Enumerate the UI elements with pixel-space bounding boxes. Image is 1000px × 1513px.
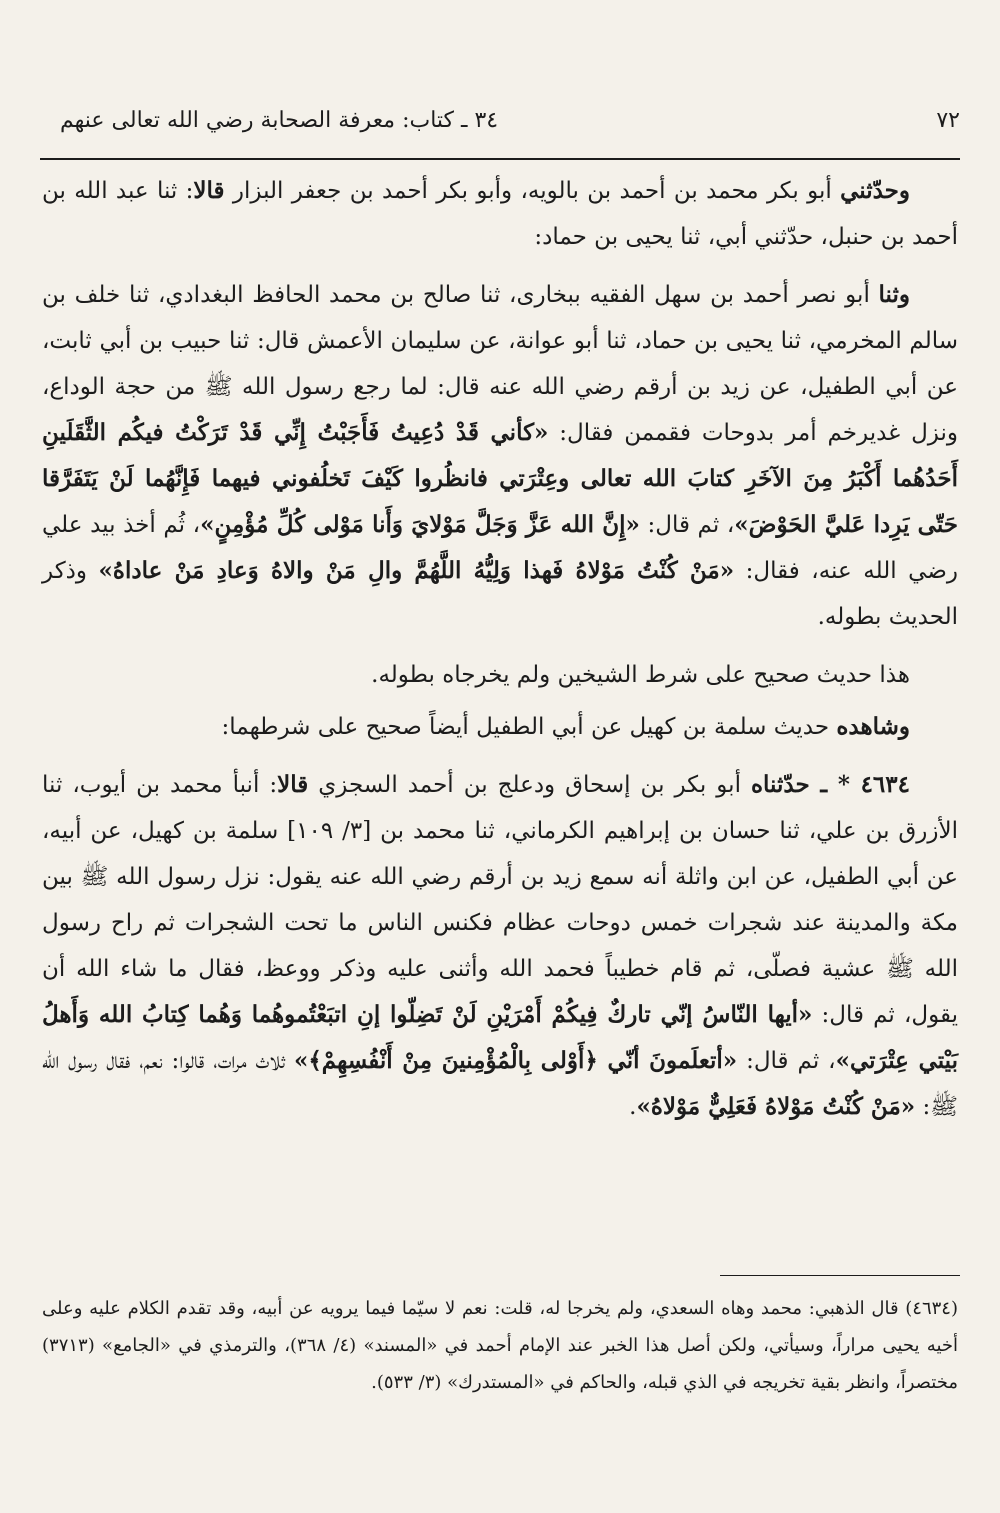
running-title: ٣٤ ـ كتاب: معرفة الصحابة رضي الله تعالى عنهم [60, 108, 499, 133]
footnote-text: (٤٦٣٤) قال الذهبي: محمد وهاه السعدي، ولم يخرجا له، قلت: نعم لا سيّما فيما يرويه عن أبيه، وقد تقدم الكلام عليه وعلى أخيه يحيى مراراً، وسيأتي، ولكن أصل هذا الخبر عند الإمام أحمد في «المسند» (٤/ ٣٦٨)، والترمذي في «الجامع» (٣٧١٣) مختصراً، وانظر بقية تخريجه في الذي قبله، والحاكم في «المستدرك» (٣/ ٥٣٣). [42, 1298, 959, 1393]
paragraph-2-text-4: وذكر الحديث بطوله. [42, 558, 958, 630]
paragraph-2-text-2: ، ثم قال: [639, 512, 735, 538]
paragraph-2-quote-1: «كأني قَدْ دُعِيتُ فَأَجَبْتُ إِنِّي قَدْ تَرَكْتُ فيكُم الثَّقَلَينِ أَحَدُهُما أَكْبَرُ مِنَ الآخَرِ كتابَ الله تعالى وعِتْرَتي فانظُروا كَيْفَ تَخلُفوني فيهما فَإِنَّهُما لَنْ يَتَفَرَّقا حَتّى يَرِدا عَليَّ الحَوْضَ» [42, 419, 958, 538]
paragraph-1-text-1: أبو بكر محمد بن أحمد بن بالويه، وأبو بكر أحمد بن جعفر البزار [224, 178, 841, 204]
paragraph-5-text-3: ، ثم قال: [737, 1048, 836, 1074]
page-header [60, 108, 960, 148]
footnote-divider [720, 1275, 960, 1276]
paragraph-1 [42, 168, 958, 260]
paragraph-5-text-2: : أنبأ محمد بن أيوب، ثنا الأزرق بن علي، ثنا حسان بن إبراهيم الكرماني، ثنا محمد بن [٣/ ١٠٩] سلمة بن كهيل، عن أبيه، عن أبي الطفيل، عن ابن واثلة أنه سمع زيد بن أرقم رضي الله عنه يقول: نزل رسول الله ﷺ بين مكة والمدينة عند شجرات خمس دوحات عظام فكنس الناس ما تحت الشجرات ثم راح رسول الله ﷺ عشية فصلّى، ثم قام خطيباً فحمد الله وأثنى عليه وذكر ووعظ، فقال ما شاء الله أن يقول، ثم قال: [42, 772, 959, 1028]
paragraph-2-quote-2: «إِنَّ الله عَزَّ وَجَلَّ مَوْلايَ وَأَنا مَوْلى كُلِّ مُؤْمِنٍ» [200, 511, 640, 538]
paragraph-2 [42, 272, 958, 640]
paragraph-1-text-2: : ثنا عبد الله بن أحمد بن حنبل، حدّثني أبي، ثنا يحيى بن حماد: [42, 178, 958, 250]
paragraph-5-text-1: أبو بكر بن إسحاق ودعلج بن أحمد السجزي [308, 772, 751, 798]
paragraph-5-bold-1: قالا [277, 771, 309, 798]
paragraph-3 [42, 652, 958, 698]
paragraph-5-text-4: ثلاث مرات، قالوا: نعم، فقال رسول الله ﷺ: [42, 1048, 958, 1120]
paragraph-4-text-1: حديث سلمة بن كهيل عن أبي الطفيل أيضاً صحيح على شرطهما: [221, 714, 837, 740]
paragraph-5-quote-2: «أتعلَمونَ أنّي ﴿أَوْلى بِالْمُؤْمِنينَ مِنْ أَنْفُسِهِمْ﴾» [293, 1047, 738, 1074]
paragraph-1-lead: وحدّثني [840, 177, 910, 204]
paragraph-2-quote-3: «مَنْ كُنْتُ مَوْلاهُ فَهذا وَلِيُّهُ اللَّهُمَّ والِ مَنْ والاهُ وَعادِ مَنْ عاداهُ» [98, 557, 735, 584]
footnote [42, 1290, 958, 1401]
hadith-number: ٤٦٣٤ * ـ حدّثناه [750, 771, 910, 798]
paragraph-2-text-1: أبو نصر أحمد بن سهل الفقيه ببخارى، ثنا صالح بن محمد الحافظ البغدادي، ثنا خلف بن سالم المخرمي، ثنا يحيى بن حماد، ثنا أبو عوانة، عن سليمان الأعمش قال: ثنا حبيب بن أبي ثابت، عن أبي الطفيل، عن زيد بن أرقم رضي الله عنه قال: لما رجع رسول الله ﷺ من حجة الوداع، ونزل غديرخم أمر بدوحات فقممن فقال: [42, 282, 958, 446]
paragraph-2-lead: وثنا [878, 281, 910, 308]
paragraph-5-text-5: . [629, 1094, 637, 1120]
paragraph-5-quote-1: «أيها النّاسُ إنّي تاركٌ فِيكُمْ أَمْرَيْنِ لَنْ تَضِلّوا إنِ اتبَعْتُموهُما وَهُما كِتابُ الله وَأَهلُ بَيْتي عِتْرَتي» [42, 1001, 959, 1074]
main-text [42, 168, 958, 1142]
header-divider [40, 158, 960, 160]
paragraph-5-quote-3: «مَنْ كُنْتُ مَوْلاهُ فَعَلِيٌّ مَوْلاهُ» [636, 1093, 916, 1120]
paragraph-2-text-3: ، ثُم أخذ بيد علي رضي الله عنه، فقال: [42, 512, 958, 584]
page-number: ٧٢ [936, 108, 960, 133]
paragraph-3-text: هذا حديث صحيح على شرط الشيخين ولم يخرجاه بطوله. [371, 662, 910, 688]
paragraph-4-lead: وشاهده [836, 713, 910, 740]
paragraph-5 [42, 762, 958, 1130]
paragraph-4 [42, 704, 958, 750]
paragraph-1-bold-1: قالا [193, 177, 225, 204]
